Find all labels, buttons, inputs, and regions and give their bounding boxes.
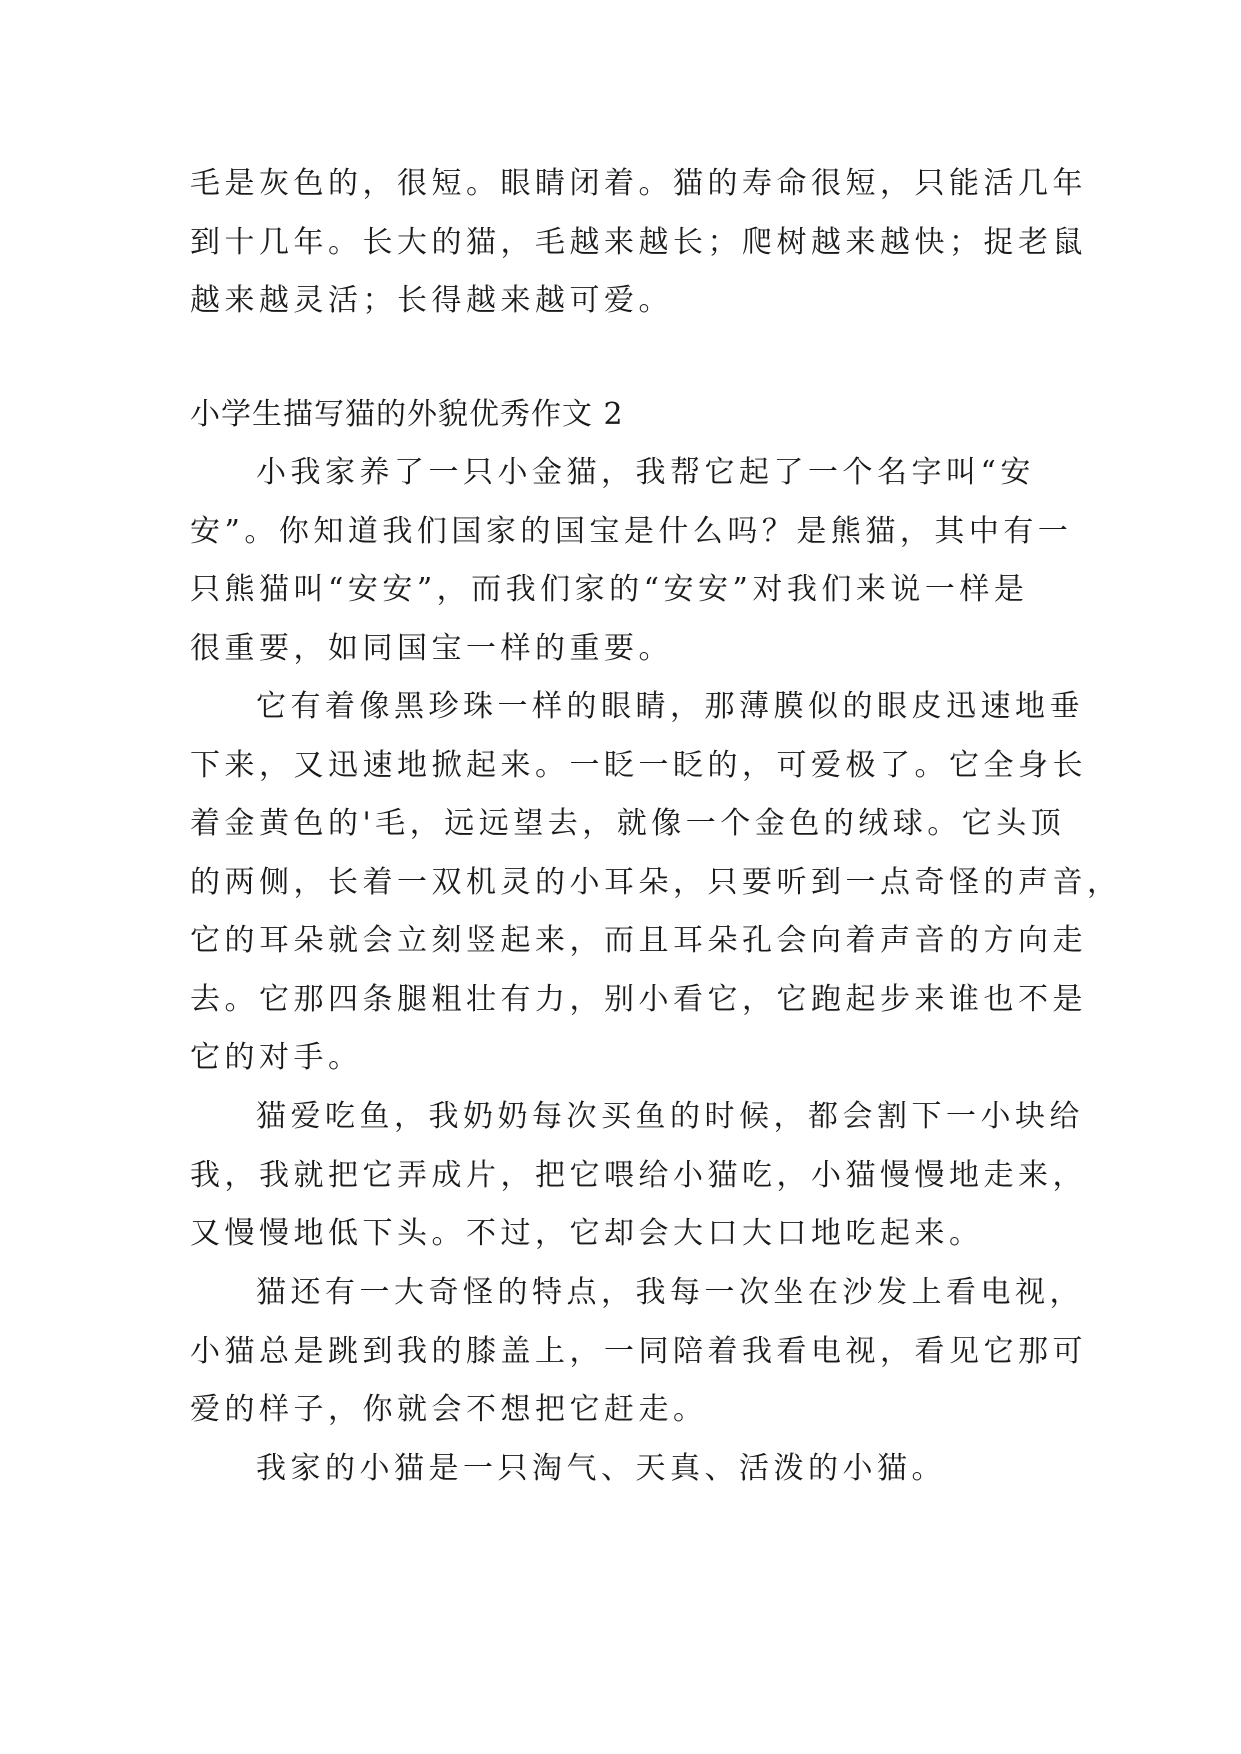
paragraph-5	[190, 1440, 1050, 1499]
paragraph-line: 它的耳朵就会立刻竖起来，而且耳朵孔会向着声音的方向走	[190, 923, 1087, 958]
paragraph-line: 去。它那四条腿粗壮有力，别小看它，它跑起步来谁也不是	[190, 981, 1087, 1017]
paragraph-line: 毛是灰色的，很短。眼睛闭着。猫的寿命很短，只能活几年	[190, 166, 1087, 201]
paragraph-line: 猫爱吃鱼，我奶奶每次买鱼的时候，都会割下一小块给	[256, 1099, 1084, 1134]
paragraph-2	[190, 678, 1122, 1088]
paragraph-line: 越来越灵活；长得越来越可爱。	[190, 283, 673, 318]
paragraph-line: 猫还有一大奇怪的特点，我每一次坐在沙发上看电视，	[256, 1275, 1084, 1310]
paragraph-line: 安”。你知道我们国家的国宝是什么吗？是熊猫，其中有一	[190, 513, 1073, 549]
essay-title: 小学生描写猫的外貌优秀作文 2	[190, 397, 624, 432]
paragraph-line: 我家的小猫是一只淘气、天真、活泼的小猫。	[256, 1451, 946, 1486]
paragraph-line: 小猫总是跳到我的膝盖上，一同陪着我看电视，看见它那可	[190, 1333, 1087, 1369]
paragraph-line: 很重要，如同国宝一样的重要。	[190, 630, 673, 666]
paragraph-line: 着金黄色的'毛，远远望去，就像一个金色的绒球。它头顶	[190, 806, 1066, 841]
intro-paragraph	[190, 155, 1087, 331]
paragraph-line: 又慢慢地低下头。不过，它却会大口大口地吃起来。	[190, 1216, 984, 1251]
paragraph-3	[190, 1088, 1087, 1264]
paragraph-4	[190, 1264, 1087, 1440]
paragraph-line: 的两侧，长着一双机灵的小耳朵，只要听到一点奇怪的声音，	[190, 864, 1122, 900]
paragraph-line: 到十几年。长大的猫，毛越来越长；爬树越来越快；捉老鼠	[190, 224, 1087, 260]
paragraph-line: 小我家养了一只小金猫，我帮它起了一个名字叫“安	[256, 455, 1035, 490]
paragraph-line: 只熊猫叫“安安”，而我们家的“安安”对我们来说一样是	[190, 572, 1029, 607]
paragraph-line: 它有着像黑珍珠一样的眼睛，那薄膜似的眼皮迅速地垂	[256, 689, 1084, 724]
paragraph-line: 我，我就把它弄成片，把它喂给小猫吃，小猫慢慢地走来，	[190, 1157, 1087, 1193]
paragraph-line: 它的对手。	[190, 1040, 363, 1075]
paragraph-line: 爱的样子，你就会不想把它赶走。	[190, 1392, 708, 1427]
paragraph-1	[190, 444, 1073, 678]
paragraph-line: 下来，又迅速地掀起来。一眨一眨的，可爱极了。它全身长	[190, 747, 1087, 783]
